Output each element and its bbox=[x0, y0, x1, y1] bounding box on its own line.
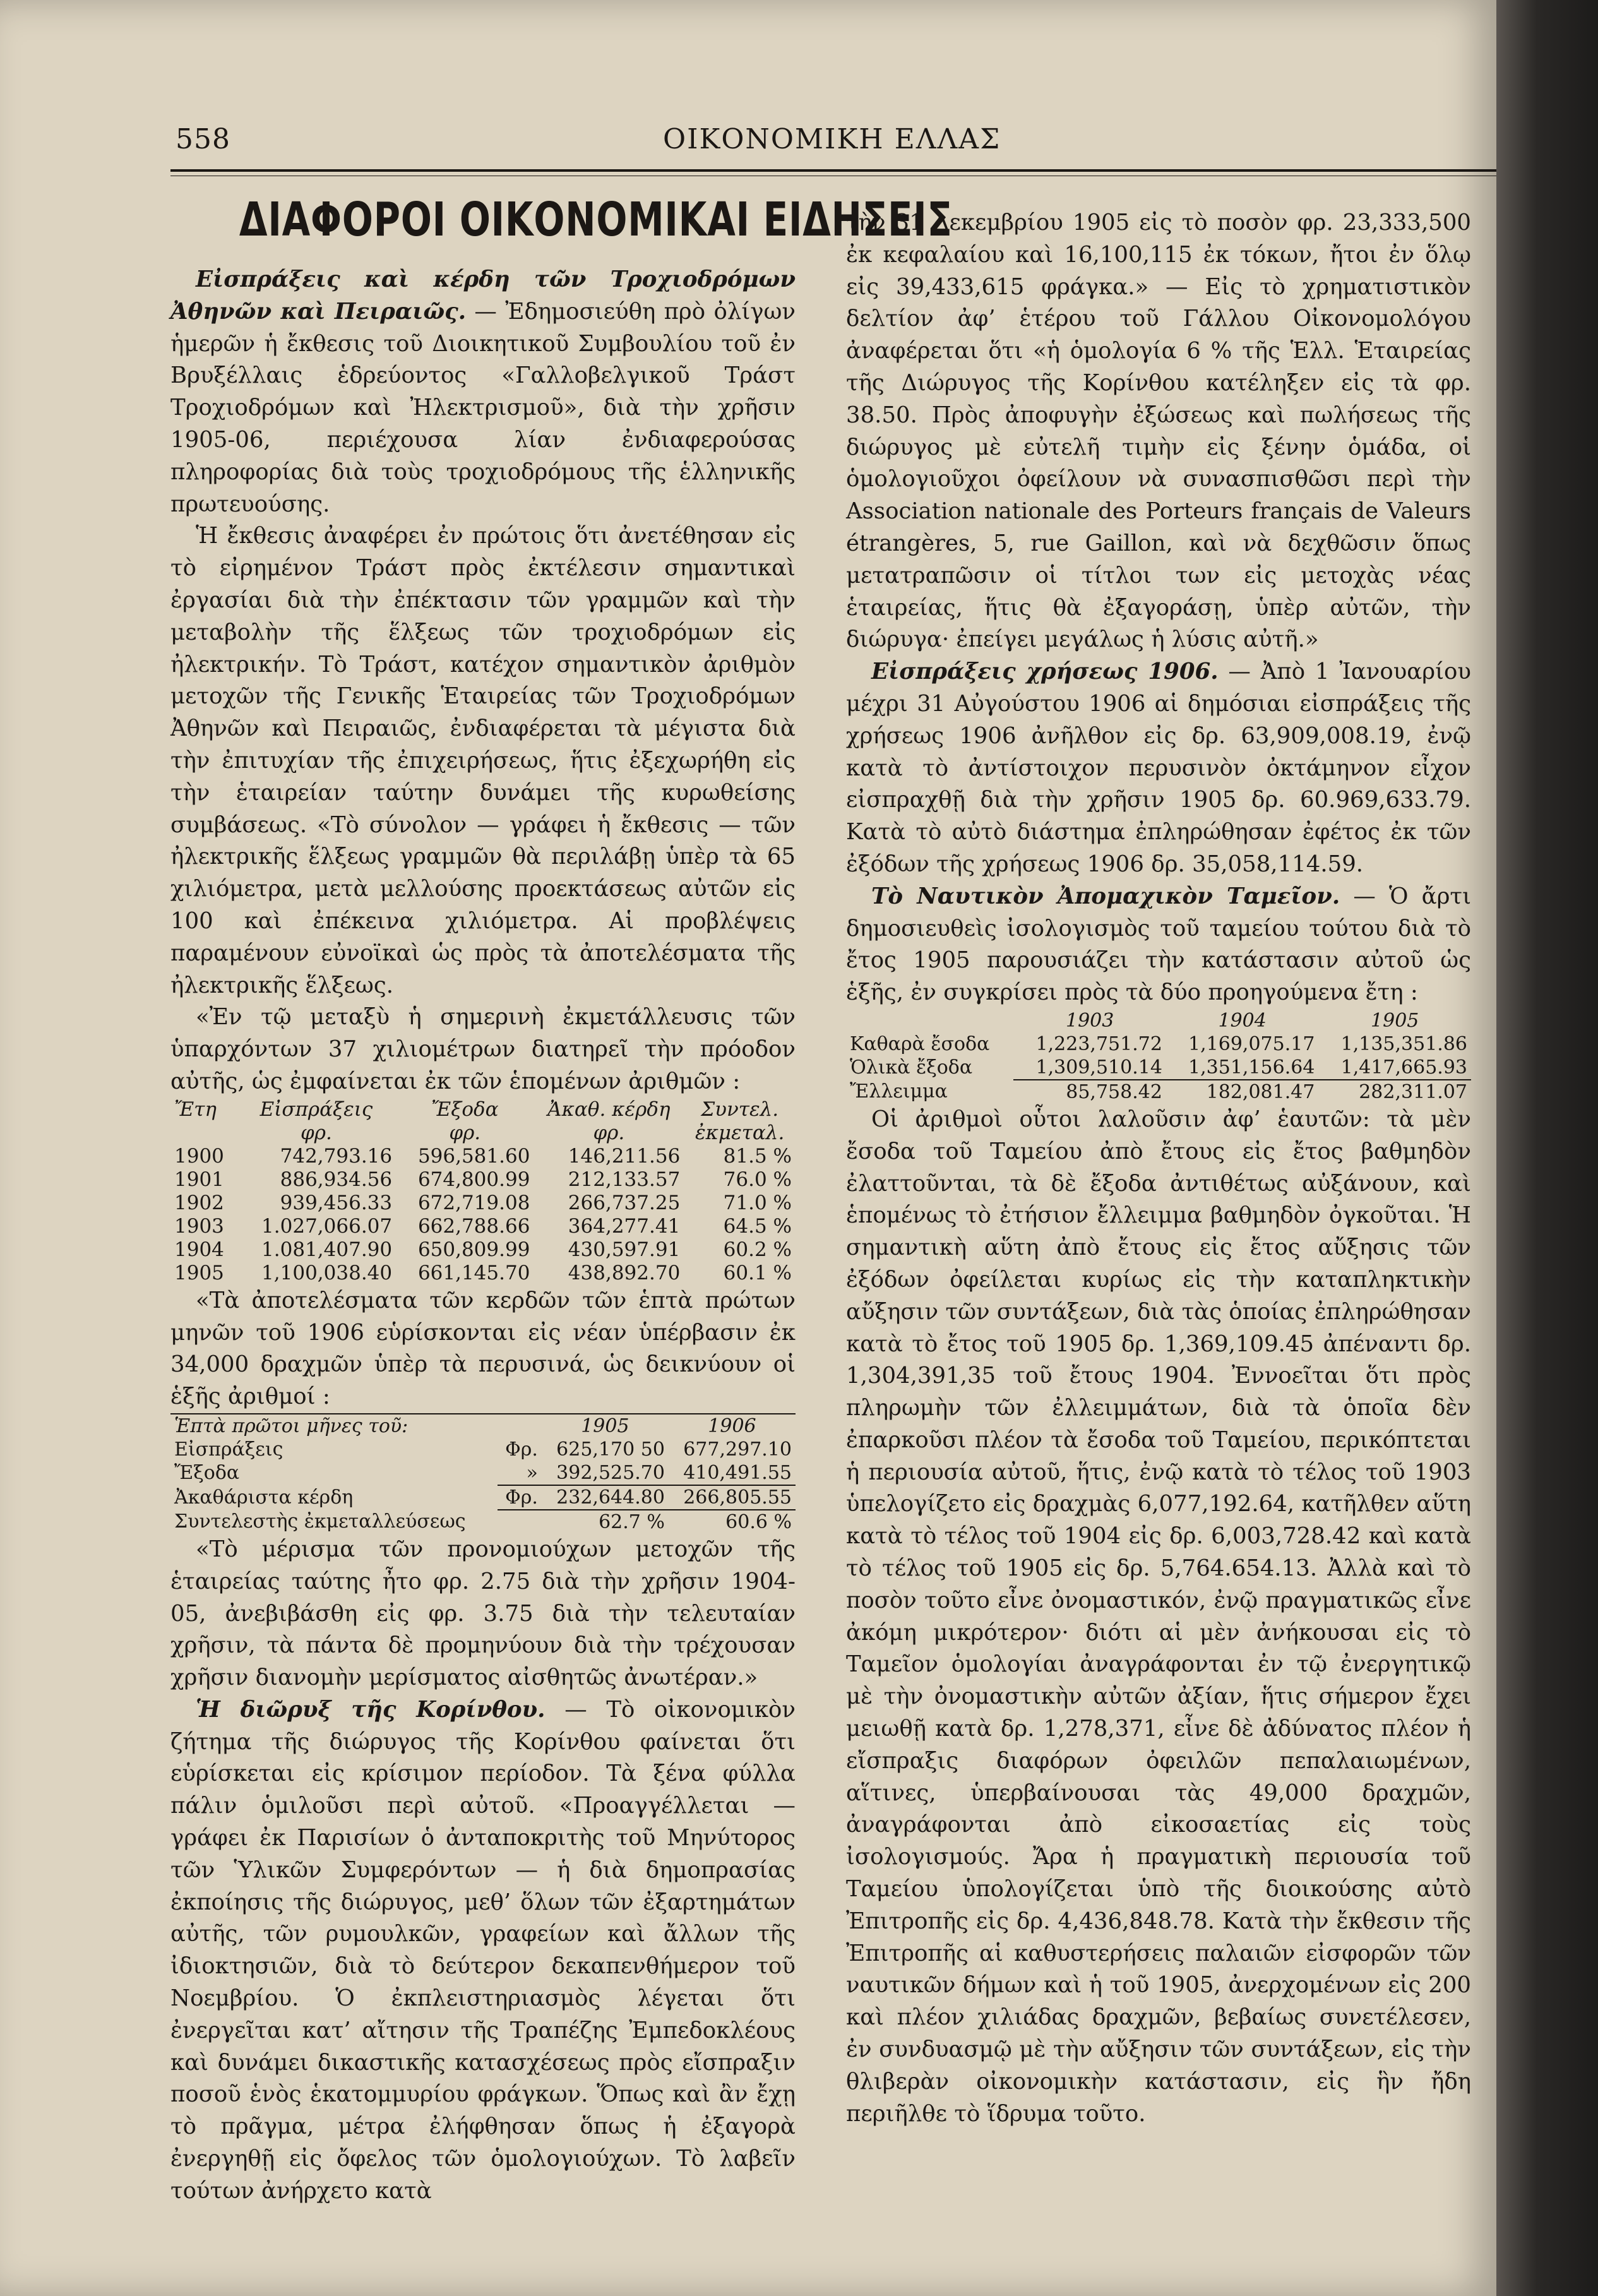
cell: 1901 bbox=[174, 1168, 224, 1191]
cell: 1902 bbox=[174, 1191, 224, 1214]
cell: 1903 bbox=[174, 1214, 224, 1238]
cell: 410,491.55 bbox=[669, 1461, 796, 1485]
cell: 661,145.70 bbox=[417, 1261, 530, 1284]
cell: 392,525.70 bbox=[542, 1461, 669, 1485]
tram-revenue-table bbox=[170, 1098, 796, 1285]
currency bbox=[498, 1510, 542, 1534]
naval-fund-table bbox=[846, 1009, 1471, 1104]
cell: 430,597.91 bbox=[568, 1238, 681, 1261]
article-naval-fund bbox=[846, 881, 1471, 1009]
article-tram-p1: — Ἐδημοσιεύθη πρὸ ὀλίγων ἡμερῶν ἡ ἔκθεσις τοῦ Διοικητικοῦ Συμβουλίου τοῦ ἐν Βρυξέλλαις ἑδρεύοντος «Γαλλοβελγικοῦ Τράστ Τροχιοδρόμων καὶ Ἠλεκτρισμοῦ», διὰ τὴν χρῆσιν 1905-06, περιέχουσα λίαν ἐνδιαφερούσας πληροφορίας διὰ τοὺς τροχιοδρόμους τῆς ἑλληνικῆς πρωτευούσης. bbox=[170, 298, 796, 517]
cell: 674,800.99 bbox=[417, 1168, 530, 1191]
table-header: Συντελ. bbox=[701, 1097, 779, 1121]
table-row bbox=[170, 1145, 796, 1168]
article-naval-title: Τὸ Ναυτικὸν Ἀπομαχικὸν Ταμεῖον. bbox=[871, 883, 1340, 909]
cell: 85,758.42 bbox=[1066, 1080, 1162, 1103]
cell: 1.027,066.07 bbox=[261, 1214, 393, 1238]
right-column bbox=[846, 207, 1471, 2130]
table-row bbox=[846, 1080, 1471, 1104]
article-tram-title: Εἰσπράξεις καὶ κέρδη τῶν Τροχιοδρόμων Ἀθηνῶν καὶ Πειραιῶς. bbox=[170, 266, 796, 325]
cell: 677,297.10 bbox=[683, 1438, 792, 1461]
row-label: Καθαρὰ ἔσοδα bbox=[850, 1032, 990, 1055]
row-label: Ἀκαθάριστα κέρδη bbox=[174, 1486, 354, 1509]
cell: 182,081.47 bbox=[1206, 1080, 1315, 1103]
table-row bbox=[170, 1510, 796, 1534]
article-corinth-title: Ἡ διῶρυξ τῆς Κορίνθου. bbox=[196, 1696, 546, 1723]
cell: 1904 bbox=[174, 1238, 224, 1261]
table-header: Ἔτη bbox=[174, 1097, 217, 1121]
table-header: 1905 bbox=[542, 1414, 669, 1438]
cell: 266,737.25 bbox=[568, 1191, 681, 1214]
cell: 1,351,156.64 bbox=[1166, 1056, 1319, 1080]
table-row bbox=[170, 1192, 796, 1215]
cell: 1,135,351.86 bbox=[1340, 1032, 1467, 1055]
table-row bbox=[846, 1032, 1471, 1056]
cell: 64.5 % bbox=[723, 1214, 792, 1238]
cell: 76.0 % bbox=[723, 1168, 792, 1191]
table-header: Εἰσπράξεις bbox=[259, 1097, 373, 1121]
article-tram-p5: «Τὸ μέρισμα τῶν προνομιούχων μετοχῶν τῆς ἑταιρείας ταύτης ἦτο φρ. 2.75 διὰ τὴν χρῆσιν 1904-05, ἀνεβιβάσθη εἰς φρ. 3.75 διὰ τὴν τελευταίαν χρῆσιν, τὰ πάντα δὲ προμηνύουν διὰ τὴν τρέχουσαν χρῆσιν διανομὴν μερίσματος αἰσθητῶς ἀνωτέραν.» bbox=[170, 1536, 796, 1691]
currency: Φρ. bbox=[498, 1485, 542, 1510]
cell: 282,311.07 bbox=[1359, 1080, 1467, 1103]
cell: 212,133.57 bbox=[568, 1168, 681, 1191]
cell: 438,892.70 bbox=[568, 1261, 681, 1284]
cell: 596,581.60 bbox=[417, 1144, 530, 1168]
article-tram-p2: Ἡ ἔκθεσις ἀναφέρει ἐν πρώτοις ὅτι ἀνετέθησαν εἰς τὸ εἰρημένον Τράστ πρὸς ἐκτέλεσιν σημαντικαὶ ἐργασίαι διὰ τὴν ἐπέκτασιν τῶν γραμμῶν καὶ τὴν μεταβολὴν τῆς ἕλξεως τῶν τροχιοδρόμων εἰς ἠλεκτρικήν. Τὸ Τράστ, κατέχον σημαντικὸν ἀριθμὸν μετοχῶν τῆς Γενικῆς Ἑταιρείας τῶν Τροχιοδρόμων Ἀθηνῶν καὶ Πειραιῶς, ἐνδιαφέρεται τὰ μέγιστα διὰ τὴν ἐπιτυχίαν τῆς ἐπιχειρήσεως, ἥτις ἐξεχωρήθη εἰς τὴν ἑταιρείαν ταύτην δυνάμει τῆς κυρωθείσης συμβάσεως. «Τὸ σύνολον — γράφει ἡ ἔκθεσις — τῶν ἠλεκτρικῆς ἕλξεως γραμμῶν θὰ περιλάβῃ ὑπὲρ τὰ 65 χιλιόμετρα, μετὰ μελλούσης προεκτάσεως αὐτῶν εἰς 100 καὶ ἐπέκεινα χιλιόμετρα. Αἱ προβλέψεις παραμένουν εὐνοϊκαὶ ὡς πρὸς τὰ ἀποτελέσματα τῆς ἠλεκτρικῆς ἕλξεως. bbox=[170, 523, 796, 998]
row-label: Εἰσπράξεις bbox=[174, 1438, 283, 1461]
table-header: 1904 bbox=[1218, 1009, 1267, 1032]
article-corinth bbox=[170, 1694, 796, 2208]
row-label: Ἔλλειμμα bbox=[850, 1080, 948, 1103]
table-subheader: φρ. bbox=[593, 1121, 625, 1144]
article-revenues-1906 bbox=[846, 656, 1471, 881]
article-naval-p1: — Ὁ ἄρτι δημοσιευθεὶς ἰσολογισμὸς τοῦ ταμείου τούτου διὰ τὸ ἔτος 1905 παρουσιάζει τὴν κατάστασιν αὐτοῦ ὡς ἑξῆς, ἐν συγκρίσει πρὸς τὰ δύο προηγούμενα ἔτη : bbox=[846, 883, 1471, 1006]
cell: 81.5 % bbox=[723, 1144, 792, 1168]
row-label: Ἔξοδα bbox=[174, 1462, 240, 1485]
cell: 1900 bbox=[174, 1144, 224, 1168]
cell: 672,719.08 bbox=[417, 1191, 530, 1214]
cell: 62.7 % bbox=[599, 1510, 665, 1533]
table-header: 1903 bbox=[1065, 1009, 1114, 1032]
cell: 146,211.56 bbox=[568, 1144, 681, 1168]
article-tram-intro bbox=[170, 264, 796, 520]
table-caption: Ἑπτὰ πρῶτοι μῆνες τοῦ: bbox=[170, 1414, 498, 1438]
table-header: 1906 bbox=[669, 1414, 796, 1438]
book-edge-shadow bbox=[1496, 0, 1598, 2296]
cell: 1905 bbox=[174, 1261, 224, 1284]
article-tram-p3: «Ἐν τῷ μεταξὺ ἡ σημερινὴ ἐκμετάλλευσις τῶν ὑπαρχόντων 37 χιλιομέτρων διατηρεῖ τὴν πρόοδον αὐτῆς, ὡς ἐμφαίνεται ἐκ τῶν ἑπομένων ἀριθμῶν : bbox=[170, 1004, 796, 1094]
cell: 232,644.80 bbox=[542, 1485, 669, 1510]
table-row bbox=[170, 1438, 796, 1461]
header-rule bbox=[170, 169, 1496, 172]
running-head bbox=[170, 123, 1484, 167]
currency: » bbox=[498, 1461, 542, 1485]
cell: 939,456.33 bbox=[280, 1191, 393, 1214]
table-subheader: ἐκμεταλ. bbox=[695, 1121, 785, 1144]
table-subheader bbox=[170, 1121, 237, 1145]
cell: 60.1 % bbox=[723, 1261, 792, 1284]
tram-months-table bbox=[170, 1413, 796, 1534]
table-header: Ἔξοδα bbox=[431, 1097, 499, 1121]
article-naval-p2: Οἱ ἀριθμοὶ οὗτοι λαλοῦσιν ἀφ’ ἑαυτῶν: τὰ μὲν ἔσοδα τοῦ Ταμείου ἀπὸ ἔτους εἰς ἔτος βαθμηδὸν ἐλαττοῦνται, τὰ δὲ ἔξοδα ἀντιθέτως αὐξάνουν, καὶ ἑπομένως τὸ ἐτήσιον ἔλλειμμα βαθμηδὸν ὀγκοῦται. Ἡ σημαντικὴ αὕτη ἀπὸ ἔτους εἰς ἔτος αὔξησις τῶν ἐξόδων ὀφείλεται κυρίως εἰς τὴν καταπληκτικὴν αὔξησιν τῶν συντάξεων, διὰ τὰς ὁποίας ἐπληρώθησαν κατὰ τὸ ἔτος τοῦ 1905 δρ. 1,369,109.45 ἀπέναντι δρ. 1,304,391,35 τοῦ ἔτους 1904. Ἐννοεῖται ὅτι πρὸς πληρωμὴν τῶν ἐλλειμμάτων, διὰ τὰ ὁποῖα δὲν ἐπαρκοῦσι πλέον τὰ ἔσοδα τοῦ Ταμείου, περικόπτεται ἡ περιουσία αὐτοῦ, ἥτις, ἐνῷ κατὰ τὸ τέλος τοῦ 1903 ὑπελογίζετο εἰς δραχμὰς 6,077,192.64, κατῆλθεν αὕτη κατὰ τὸ τέλος τοῦ 1904 εἰς δρ. 6,003,728.42 καὶ κατὰ τὸ τέλος τοῦ 1905 εἰς δρ. 5,764.654.13. Ἀλλὰ καὶ τὸ ποσὸν τοῦτο εἶνε ὀνομαστικόν, ἐνῷ πραγματικῶς εἶνε ἀκόμη μικρότερον· διότι αἱ μὲν ἀνήκουσαι εἰς τὸ Ταμεῖον ὁμολογίαι ἀναγράφονται ἐν τῷ ἐνεργητικῷ μὲ τὴν ὀνομαστικὴν αὐτῶν ἀξίαν, ἥτις σήμερον ἔχει μειωθῇ κατὰ δρ. 1,278,371, εἶνε δὲ ἀδύνατος πλέον ἡ εἴσπραξις διαφόρων ὀφειλῶν πεπαλαιωμένων, αἵτινες, ὑπερβαίνουσαι τὰς 49,000 δραχμῶν, ἀναγράφονται ἀπὸ εἰκοσαετίας εἰς τοὺς ἰσολογισμούς. Ἄρα ἡ πραγματικὴ περιουσία τοῦ Ταμείου ὑπολογίζεται ὑπὸ τῆς διοικούσης αὐτὸ Ἐπιτροπῆς εἰς δρ. 4,436,848.78. Κατὰ τὴν ἔκθεσιν τῆς Ἐπιτροπῆς αἱ καθυστερήσεις παλαιῶν εἰσφορῶν τῶν ναυτικῶν δήμων καὶ ἡ τοῦ 1905, ἀνερχομένων εἰς 200 καὶ πλέον χιλιάδας δραχμῶν, βεβαίως συνετέλεσεν, ἐν συνδυασμῷ μὲ τὴν αὔξησιν τῶν συντάξεων, εἰς τὴν θλιβερὰν οἰκονομικὴν κατάστασιν, εἰς ἣν ἤδη περιῆλθε τὸ ἵδρυμα τοῦτο. bbox=[846, 1106, 1472, 2127]
cell: 1,309,510.14 bbox=[1013, 1056, 1166, 1080]
cell: 625,170 50 bbox=[556, 1438, 665, 1461]
row-label: Ὁλικὰ ἔξοδα bbox=[850, 1056, 973, 1079]
article-revenues-title: Εἰσπράξεις χρήσεως 1906. bbox=[871, 659, 1219, 685]
table-subheader: φρ. bbox=[301, 1121, 332, 1144]
table-header: 1905 bbox=[1371, 1009, 1419, 1032]
article-tram-p4: «Τὰ ἀποτελέσματα τῶν κερδῶν τῶν ἑπτὰ πρώτων μηνῶν τοῦ 1906 εὑρίσκονται εἰς νέαν ὑπέρβασιν ἐκ 34,000 δραχμῶν ὑπὲρ τὰ περυσινά, ὡς δεικνύουν οἱ ἑξῆς ἀριθμοί : bbox=[170, 1287, 796, 1410]
article-corinth-p1: — Τὸ οἰκονομικὸν ζήτημα τῆς διώρυγος τῆς Κορίνθου φαίνεται ὅτι εὑρίσκεται εἰς κρίσιμον περίοδον. Τὰ ξένα φύλλα πάλιν ὁμιλοῦσι περὶ αὐτοῦ. «Προαγγέλλεται — γράφει ἐκ Παρισίων ὁ ἀνταποκριτὴς τοῦ Μηνύτορος τῶν Ὑλικῶν Συμφερόντων — ἡ διὰ δημοπρασίας ἐκποίησις τῆς διώρυγος, μεθ’ ὅλων τῶν ἐξαρτημάτων αὐτῆς, τῶν ρυμουλκῶν, γραφείων καὶ ἄλλων τῆς ἰδιοκτησιῶν, διὰ τὸ δεύτερον δεκαπενθήμερον τοῦ Νοεμβρίου. Ὁ ἐκπλειστηριασμὸς λέγεται ὅτι ἐνεργεῖται κατ’ αἴτησιν τῆς Τραπέζης Ἐμπεδοκλέους καὶ δυνάμει δικαστικῆς κατασχέσεως πρὸς εἴσπραξιν ποσοῦ ἑνὸς ἑκατομμυρίου φράγκων. Ὅπως καὶ ἂν ἔχῃ τὸ πρᾶγμα, μέτρα ἐλήφθησαν ὅπως ἡ ἐξαγορὰ ἐνεργηθῇ εἰς ὄφελος τῶν ὁμολογιούχων. Τὸ λαβεῖν τούτων ἀνήρχετο κατὰ bbox=[170, 1696, 796, 2204]
cell: 71.0 % bbox=[723, 1191, 792, 1214]
table-row bbox=[170, 1461, 796, 1485]
table-row bbox=[170, 1262, 796, 1285]
cell: 60.6 % bbox=[725, 1510, 792, 1533]
cell: 266,805.55 bbox=[669, 1485, 796, 1510]
table-row bbox=[846, 1056, 1471, 1080]
table-row bbox=[170, 1238, 796, 1262]
table-row bbox=[170, 1215, 796, 1238]
corinth-continued: τὴν 31 Δεκεμβρίου 1905 εἰς τὸ ποσὸν φρ. 23,333,500 ἐκ κεφαλαίου καὶ 16,100,115 ἐκ τόκων, ἤτοι ἐν ὅλῳ εἰς 39,433,615 φράγκα.» — Εἰς τὸ χρηματιστικὸν δελτίον ἀφ’ ἑτέρου τοῦ Γάλλου Οἰκονομολόγου ἀναφέρεται ὅτι «ἡ ὁμολογία 6 % τῆς Ἑλλ. Ἑταιρείας τῆς Διώρυγος τῆς Κορίνθου κατέληξεν εἰς τὰ φρ. 38.50. Πρὸς ἀποφυγὴν ἐξώσεως καὶ πωλήσεως τῆς διώρυγος μὲ εὐτελῆ τιμὴν εἰς ξένην ὁμάδα, οἱ ὁμολογιοῦχοι ὀφείλουν νὰ συνασπισθῶσι περὶ τὴν Association nationale des Porteurs français de Valeurs étrangères, 5, rue Gaillon, καὶ νὰ δεχθῶσιν ὅπως μετατραπῶσιν οἱ τίτλοι των εἰς μετοχὰς νέας ἑταιρείας, ἥτις θὰ ἐξαγοράσῃ, ὑπὲρ αὐτῶν, τὴν διώρυγα· ἐπείγει μεγάλως ἡ λύσις αὐτῆ.» bbox=[846, 210, 1471, 653]
cell: 60.2 % bbox=[723, 1238, 792, 1261]
table-header: Ἀκαθ. κέρδη bbox=[547, 1097, 671, 1121]
cell: 1,417,665.93 bbox=[1318, 1056, 1471, 1080]
cell: 1,169,075.17 bbox=[1188, 1032, 1315, 1055]
cell: 1.081,407.90 bbox=[261, 1238, 393, 1261]
page-number: 558 bbox=[176, 123, 230, 155]
row-label: Συντελεστὴς ἐκμεταλλεύσεως bbox=[174, 1510, 466, 1533]
section-title: ΔΙΑΦΟΡΟΙ ΟΙΚΟΝΟΜΙΚΑΙ ΕΙΔΗΣΕΙΣ bbox=[239, 193, 953, 247]
cell: 662,788.66 bbox=[417, 1214, 530, 1238]
table-row bbox=[170, 1485, 796, 1510]
cell: 1,223,751.72 bbox=[1035, 1032, 1162, 1055]
table-row bbox=[170, 1168, 796, 1192]
cell: 886,934.56 bbox=[280, 1168, 393, 1191]
journal-title: ΟΙΚΟΝΟΜΙΚΗ ΕΛΛΑΣ bbox=[663, 123, 1001, 155]
cell: 1,100,038.40 bbox=[261, 1261, 393, 1284]
cell: 742,793.16 bbox=[280, 1144, 393, 1168]
cell: 650,809.99 bbox=[417, 1238, 530, 1261]
cell: 364,277.41 bbox=[568, 1214, 681, 1238]
table-subheader: φρ. bbox=[449, 1121, 481, 1144]
currency: Φρ. bbox=[505, 1438, 538, 1461]
article-revenues-p1: — Ἀπὸ 1 Ἰανουαρίου μέχρι 31 Αὐγούστου 1906 αἱ δημόσιαι εἰσπράξεις τῆς χρήσεως 1906 ἀνῆλθον εἰς δρ. 63,909,008.19, ἐνῷ κατὰ τὸ ἀντίστοιχον περυσινὸν ὀκτάμηνον εἶχον εἰσπραχθῇ διὰ τὴν χρῆσιν 1905 δρ. 60.969,633.79. Κατὰ τὸ αὐτὸ διάστημα ἐπληρώθησαν ἐφέτος ἐκ τῶν ἐξόδων τῆς χρήσεως 1906 δρ. 35,058,114.59. bbox=[846, 659, 1471, 877]
